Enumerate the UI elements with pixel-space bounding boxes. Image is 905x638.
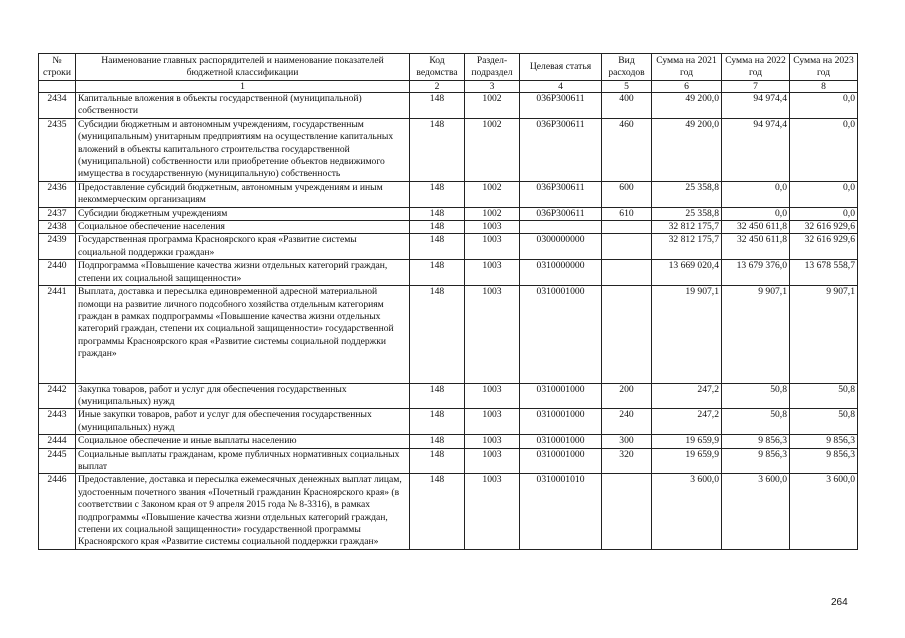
row-number: 2440 xyxy=(39,260,76,286)
row-amount-2023: 0,0 xyxy=(790,181,858,207)
row-name: Капитальные вложения в объекты государственной (муниципальной) собственности xyxy=(76,93,410,119)
row-number: 2446 xyxy=(39,474,76,549)
colnum-8: 8 xyxy=(790,81,858,93)
page-number: 264 xyxy=(831,597,848,608)
row-amount-2022: 94 974,4 xyxy=(722,93,790,119)
table-row xyxy=(39,474,858,549)
row-section-code: 1003 xyxy=(465,474,520,549)
row-amount-2021: 25 358,8 xyxy=(652,207,722,220)
row-amount-2023: 0,0 xyxy=(790,207,858,220)
table-row xyxy=(39,207,858,220)
table-row xyxy=(39,435,858,448)
row-expense-type: 610 xyxy=(602,207,652,220)
row-expense-type xyxy=(602,234,652,260)
row-target-code: 036P300611 xyxy=(520,207,602,220)
row-amount-2023: 0,0 xyxy=(790,93,858,119)
header-2022: Сумма на 2022 год xyxy=(722,54,790,81)
row-target-code: 0310001000 xyxy=(520,448,602,474)
row-amount-2023: 0,0 xyxy=(790,118,858,181)
row-name: Иные закупки товаров, работ и услуг для обеспечения государственных (муниципальных) нужд xyxy=(76,409,410,435)
row-amount-2021: 32 812 175,7 xyxy=(652,221,722,234)
row-amount-2021: 49 200,0 xyxy=(652,93,722,119)
header-row-no: № строки xyxy=(39,54,76,81)
table-row xyxy=(39,286,858,383)
row-dept-code: 148 xyxy=(410,474,465,549)
colnum-2: 2 xyxy=(410,81,465,93)
table-row xyxy=(39,221,858,234)
row-number: 2442 xyxy=(39,383,76,409)
table-row xyxy=(39,181,858,207)
row-target-code: 0310001000 xyxy=(520,383,602,409)
row-amount-2023: 32 616 929,6 xyxy=(790,234,858,260)
row-amount-2023: 50,8 xyxy=(790,409,858,435)
row-target-code xyxy=(520,221,602,234)
row-section-code: 1003 xyxy=(465,286,520,383)
row-name: Социальное обеспечение и иные выплаты населению xyxy=(76,435,410,448)
row-amount-2021: 13 669 020,4 xyxy=(652,260,722,286)
row-target-code: 0310001000 xyxy=(520,435,602,448)
row-target-code: 0310001000 xyxy=(520,286,602,383)
row-name: Субсидии бюджетным и автономным учреждениям, государственным (муниципальным) унитарным предприятиям на осуществление капитальных вложений в объекты капитального строительства государственной (муниципальной) собственности или приобретение объектов недвижимого имущества в государственную (муниципальную) собственность xyxy=(76,118,410,181)
row-target-code: 0300000000 xyxy=(520,234,602,260)
colnum-3: 3 xyxy=(465,81,520,93)
row-target-code: 036P300611 xyxy=(520,93,602,119)
row-section-code: 1002 xyxy=(465,118,520,181)
row-number: 2436 xyxy=(39,181,76,207)
row-name: Государственная программа Красноярского края «Развитие системы социальной поддержки граждан» xyxy=(76,234,410,260)
row-amount-2022: 0,0 xyxy=(722,181,790,207)
header-type: Вид расходов xyxy=(602,54,652,81)
row-amount-2021: 247,2 xyxy=(652,409,722,435)
row-dept-code: 148 xyxy=(410,118,465,181)
row-expense-type: 300 xyxy=(602,435,652,448)
row-target-code: 0310001000 xyxy=(520,409,602,435)
row-number: 2438 xyxy=(39,221,76,234)
colnum-7: 7 xyxy=(722,81,790,93)
row-number: 2437 xyxy=(39,207,76,220)
row-section-code: 1003 xyxy=(465,448,520,474)
row-expense-type xyxy=(602,286,652,383)
header-name: Наименование главных распорядителей и наименование показателей бюджетной классификации xyxy=(76,54,410,81)
colnum-blank xyxy=(39,81,76,93)
row-amount-2022: 3 600,0 xyxy=(722,474,790,549)
row-amount-2021: 19 659,9 xyxy=(652,435,722,448)
row-target-code: 036P300611 xyxy=(520,118,602,181)
row-name: Предоставление, доставка и пересылка ежемесячных денежных выплат лицам, удостоенным почетного звания «Почетный гражданин Красноярского края» (в соответствии с Законом края от 9 апреля 2015 года № 8-3316), в рамках подпрограммы «Повышение качества жизни отдельных категорий граждан, степени их социальной защищенности» государственной программы Красноярского края «Развитие системы социальной поддержки граждан» xyxy=(76,474,410,549)
colnum-1: 1 xyxy=(76,81,410,93)
colnum-5: 5 xyxy=(602,81,652,93)
row-amount-2023: 13 678 558,7 xyxy=(790,260,858,286)
header-2023: Сумма на 2023 год xyxy=(790,54,858,81)
row-expense-type: 240 xyxy=(602,409,652,435)
column-number-row xyxy=(39,81,858,93)
row-name: Предоставление субсидий бюджетным, автономным учреждениям и иным некоммерческим организациям xyxy=(76,181,410,207)
row-amount-2021: 25 358,8 xyxy=(652,181,722,207)
row-name: Социальные выплаты гражданам, кроме публичных нормативных социальных выплат xyxy=(76,448,410,474)
header-target: Целевая статья xyxy=(520,54,602,81)
header-dept: Код ведомства xyxy=(410,54,465,81)
row-section-code: 1003 xyxy=(465,260,520,286)
row-amount-2022: 13 679 376,0 xyxy=(722,260,790,286)
row-section-code: 1003 xyxy=(465,409,520,435)
row-amount-2022: 9 856,3 xyxy=(722,448,790,474)
table-row xyxy=(39,234,858,260)
table-row xyxy=(39,409,858,435)
row-dept-code: 148 xyxy=(410,260,465,286)
table-row xyxy=(39,118,858,181)
table-header xyxy=(39,54,858,93)
row-amount-2021: 32 812 175,7 xyxy=(652,234,722,260)
row-section-code: 1002 xyxy=(465,207,520,220)
row-name: Выплата, доставка и пересылка единовременной адресной материальной помощи на развитие личного подсобного хозяйства отдельным категориям граждан в рамках подпрограммы «Повышение качества жизни отдельных категорий граждан, степени их социальной защищенности» государственной программы Красноярского края «Развитие системы социальной поддержки граждан» xyxy=(76,286,410,383)
row-number: 2434 xyxy=(39,93,76,119)
row-name: Подпрограмма «Повышение качества жизни отдельных категорий граждан, степени их социальной защищенности» xyxy=(76,260,410,286)
row-expense-type: 320 xyxy=(602,448,652,474)
row-number: 2439 xyxy=(39,234,76,260)
row-amount-2022: 94 974,4 xyxy=(722,118,790,181)
row-section-code: 1002 xyxy=(465,181,520,207)
row-amount-2022: 50,8 xyxy=(722,383,790,409)
row-number: 2444 xyxy=(39,435,76,448)
row-amount-2023: 9 856,3 xyxy=(790,435,858,448)
row-dept-code: 148 xyxy=(410,221,465,234)
row-number: 2441 xyxy=(39,286,76,383)
row-target-code: 036P300611 xyxy=(520,181,602,207)
row-target-code: 0310000000 xyxy=(520,260,602,286)
row-amount-2023: 3 600,0 xyxy=(790,474,858,549)
row-amount-2021: 49 200,0 xyxy=(652,118,722,181)
table-row xyxy=(39,260,858,286)
row-dept-code: 148 xyxy=(410,207,465,220)
row-expense-type: 200 xyxy=(602,383,652,409)
row-dept-code: 148 xyxy=(410,181,465,207)
row-dept-code: 148 xyxy=(410,409,465,435)
row-amount-2023: 9 907,1 xyxy=(790,286,858,383)
row-dept-code: 148 xyxy=(410,286,465,383)
budget-table xyxy=(38,53,858,550)
row-number: 2443 xyxy=(39,409,76,435)
row-expense-type xyxy=(602,221,652,234)
table-row xyxy=(39,93,858,119)
row-expense-type: 460 xyxy=(602,118,652,181)
row-target-code: 0310001010 xyxy=(520,474,602,549)
table-row xyxy=(39,448,858,474)
colnum-6: 6 xyxy=(652,81,722,93)
row-dept-code: 148 xyxy=(410,93,465,119)
row-dept-code: 148 xyxy=(410,383,465,409)
row-amount-2022: 32 450 611,8 xyxy=(722,221,790,234)
row-section-code: 1002 xyxy=(465,93,520,119)
row-amount-2022: 32 450 611,8 xyxy=(722,234,790,260)
row-section-code: 1003 xyxy=(465,435,520,448)
row-section-code: 1003 xyxy=(465,234,520,260)
colnum-4: 4 xyxy=(520,81,602,93)
row-amount-2023: 9 856,3 xyxy=(790,448,858,474)
row-amount-2023: 50,8 xyxy=(790,383,858,409)
row-dept-code: 148 xyxy=(410,435,465,448)
row-name: Субсидии бюджетным учреждениям xyxy=(76,207,410,220)
row-number: 2445 xyxy=(39,448,76,474)
row-section-code: 1003 xyxy=(465,221,520,234)
row-amount-2021: 19 659,9 xyxy=(652,448,722,474)
row-number: 2435 xyxy=(39,118,76,181)
row-amount-2022: 9 907,1 xyxy=(722,286,790,383)
header-section: Раздел-подраздел xyxy=(465,54,520,81)
table-row xyxy=(39,383,858,409)
row-amount-2021: 19 907,1 xyxy=(652,286,722,383)
row-section-code: 1003 xyxy=(465,383,520,409)
row-dept-code: 148 xyxy=(410,234,465,260)
row-expense-type: 600 xyxy=(602,181,652,207)
row-amount-2021: 247,2 xyxy=(652,383,722,409)
row-amount-2021: 3 600,0 xyxy=(652,474,722,549)
row-amount-2023: 32 616 929,6 xyxy=(790,221,858,234)
table-body xyxy=(39,93,858,550)
row-amount-2022: 9 856,3 xyxy=(722,435,790,448)
row-expense-type: 400 xyxy=(602,93,652,119)
row-name: Закупка товаров, работ и услуг для обеспечения государственных (муниципальных) нужд xyxy=(76,383,410,409)
header-2021: Сумма на 2021 год xyxy=(652,54,722,81)
row-amount-2022: 0,0 xyxy=(722,207,790,220)
row-expense-type xyxy=(602,260,652,286)
row-expense-type xyxy=(602,474,652,549)
row-dept-code: 148 xyxy=(410,448,465,474)
row-name: Социальное обеспечение населения xyxy=(76,221,410,234)
row-amount-2022: 50,8 xyxy=(722,409,790,435)
